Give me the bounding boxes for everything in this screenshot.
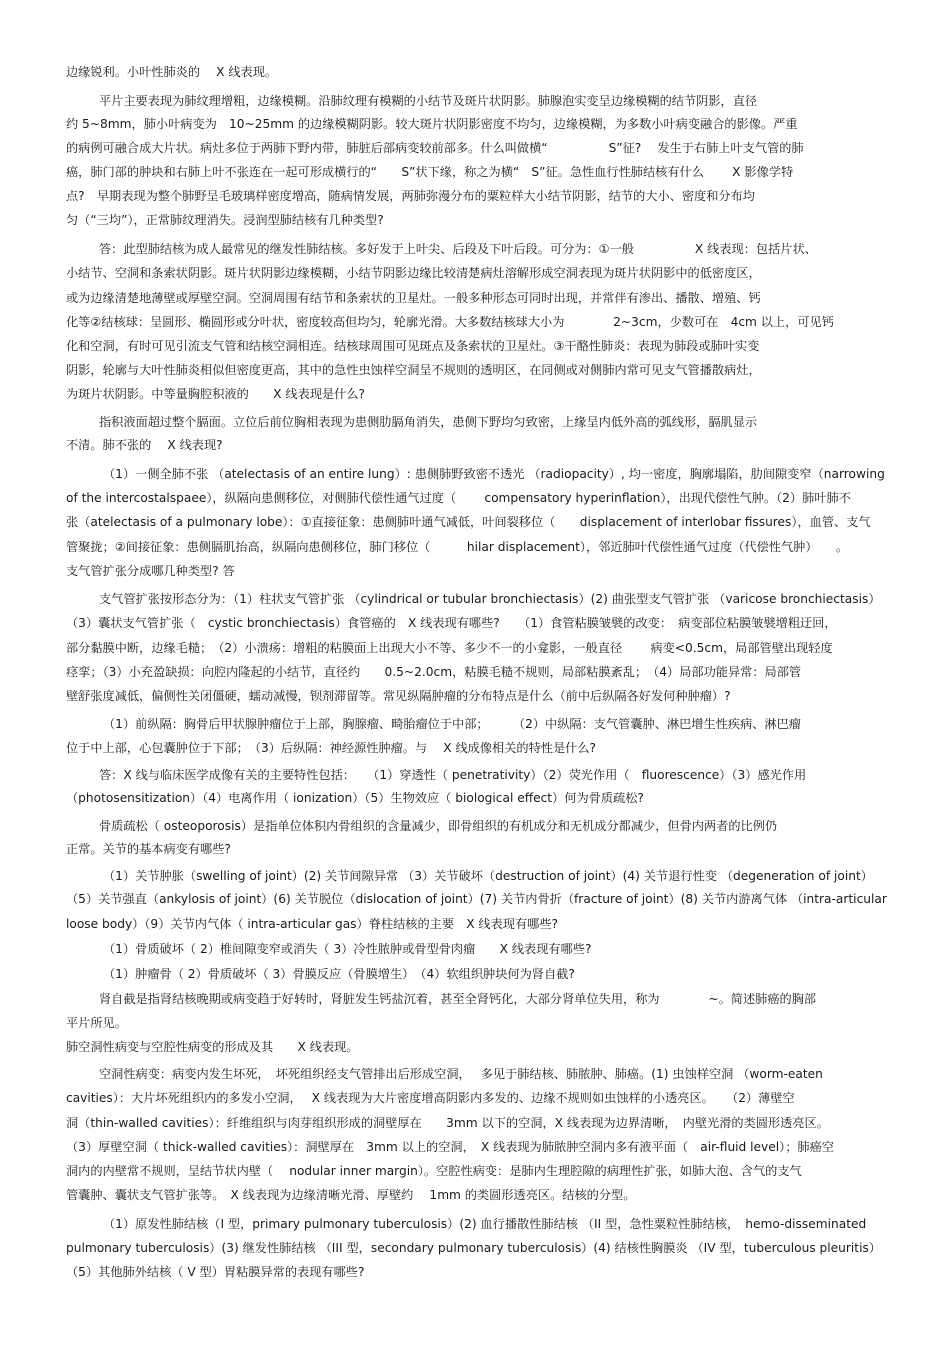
text-line: 洞内的内壁常不规则，呈结节状内壁（ nodular inner margin）。空腔性病变：是肺内生理腔隙的病理性扩张，如肺大泡、含气的支气 [66,1164,802,1178]
text-line: 肺空洞性病变与空腔性病变的形成及其 X 线表现。 [66,1040,359,1054]
text-line: 或为边缘清楚地薄壁或厚壁空洞。空洞周围有结节和条索状的卫星灶。一般多种形态可同时出现，并常伴有渗出、播散、增殖、钙 [66,291,761,305]
text-line: 部分黏膜中断，边缘毛糙； （2）小溃疡：增粗的粘膜面上出现大小不等、多少不一的小龛影，一般直径 病变<0.5cm，局部管壁出现轻度 [66,641,833,655]
text-line: cavities）：大片坏死组织内的多发小空洞， X 线表现为大片密度增高阴影内多发的、边缘不规则如虫蚀样的小透亮区。 （2）薄壁空 [66,1091,795,1105]
text-line: 痉挛；（3）小充盈缺损：向腔内隆起的小结节，直径约 0.5~2.0cm，粘膜毛糙不规则，局部粘膜紊乱； （4）局部功能异常：局部管 [66,665,802,679]
text-line: （photosensitization）（4）电离作用（ ionization）（5）生物效应（ biological effect）何为骨质疏松? [66,791,644,805]
text-line: 空洞性病变：病变内发生坏死， 坏死组织经支气管排出后形成空洞， 多见于肺结核、肺脓肿、肺癌。(1) 虫蚀样空洞 （worm-eaten [99,1067,823,1081]
text-line: 边缘锐利。小叶性肺炎的 X 线表现。 [66,65,278,79]
text-line: （1）原发性肺结核（I 型，primary pulmonary tuberculosis）(2) 血行播散性肺结核 （II 型，急性粟粒性肺结核， hemo-disseminated [103,1217,867,1231]
text-line: 不清。肺不张的 X 线表现? [66,438,223,452]
text-line: pulmonary tuberculosis）(3) 继发性肺结核 （III 型，secondary pulmonary tuberculosis）(4) 结核性胸膜炎 （IV 型，tuberculous pleuritis） [66,1241,882,1255]
text-line: 的病例可融合成大片状。病灶多位于两肺下野内带，肺脏后部病变较前部多。什么叫做横“ S”征? 发生于右肺上叶支气管的肺 [66,141,804,155]
text-line: 平片所见。 [66,1016,127,1030]
text-line: （5）其他肺外结核（ V 型）胃粘膜异常的表现有哪些? [66,1265,365,1279]
text-line: 答：此型肺结核为成人最常见的继发性肺结核。多好发于上叶尖、后段及下叶后段。可分为：①一般 X 线表现：包括片状、 [99,242,817,256]
text-line: 平片主要表现为肺纹理增粗，边缘模糊。沿肺纹理有模糊的小结节及斑片状阴影。肺腺泡实变呈边缘模糊的结节阴影，直径 [99,94,758,108]
text-line: 张（atelectasis of a pulmonary lobe）：①直接征象：患侧肺叶通气减低，叶间裂移位（ displacement of interlobar fissures），血管、支气 [66,515,871,529]
text-line: 约 5~8mm，肺小叶病变为 10~25mm 的边缘模糊阴影。较大斑片状阴影密度不均匀，边缘模糊，为多数小叶病变融合的影像。严重 [66,117,798,131]
text-line: 正常。关节的基本病变有哪些? [66,842,231,856]
text-line: 支气管扩张按形态分为：（1）柱状支气管扩张 （cylindrical or tubular bronchiectasis）(2) 曲张型支气管扩张 （varicose bronchiectasis） [99,592,881,606]
text-line: 洞（thin-walled cavities）：纤维组织与肉芽组织形成的洞壁厚在 3mm 以下的空洞，X 线表现为边界清晰， 内壁光滑的类圆形透亮区。 [66,1116,829,1130]
text-line: 壁舒张度减低，偏侧性关闭僵硬，蠕动减慢，钡剂滞留等。常见纵隔肿瘤的分布特点是什么（前中后纵隔各好发何种肿瘤）? [66,689,731,703]
text-line: 化等②结核球：呈圆形、椭圆形或分叶状，密度较高但均匀，轮廓光滑。大多数结核球大小为 2~3cm，少数可在 4cm 以上，可见钙 [66,315,834,329]
text-line: 癌，肺门部的肿块和右肺上叶不张连在一起可形成横行的“ S”状下缘，称之为横“ S”征。急性血行性肺结核有什么 X 影像学特 [66,165,794,179]
text-line: loose body）（9）关节内气体（ intra-articular gas）脊柱结核的主要 X 线表现有哪些? [66,917,559,931]
text-line: 管囊肿、囊状支气管扩张等。 X 线表现为边缘清晰光滑、厚壁约 1mm 的类圆形透亮区。结核的分型。 [66,1188,636,1202]
text-line: 匀（“三均”），正常肺纹理消失。浸润型肺结核有几种类型? [66,213,384,227]
text-line: 位于中上部，心包囊肿位于下部； （3）后纵隔：神经源性肿瘤。与 X 线成像相关的特性是什么? [66,741,596,755]
text-line: 管聚拢；②间接征象：患侧膈肌抬高，纵隔向患侧移位，肺门移位（ hilar displacement），邻近肺叶代偿性通气过度（代偿性气肿） 。 [66,540,849,554]
text-line: 为斑片状阴影。中等量胸腔积液的 X 线表现是什么? [66,387,366,401]
text-line: 化和空洞，有时可见引流支气管和结核空洞相连。结核球周围可见斑点及条索状的卫星灶。③干酪性肺炎：表现为肺段或肺叶实变 [66,339,760,353]
text-line: 支气管扩张分成哪几种类型? 答 [66,564,235,578]
text-line: （1）骨质破坏（ 2）椎间隙变窄或消失（ 3）冷性脓肿或骨型骨肉瘤 X 线表现有哪些? [103,942,592,956]
text-line: （1）前纵隔：胸骨后甲状腺肿瘤位于上部，胸腺瘤、畸胎瘤位于中部； （2）中纵隔：支气管囊肿、淋巴增生性疾病、淋巴瘤 [103,717,801,731]
text-line: 骨质疏松（ osteoporosis）是指单位体积内骨组织的含量减少，即骨组织的有机成分和无机成分都减少，但骨内两者的比例仍 [99,819,778,833]
text-line: 小结节、空洞和条索状阴影。斑片状阴影边缘模糊，小结节阴影边缘比较清楚病灶溶解形成空洞表现为斑片状阴影中的低密度区， [66,266,761,280]
text-line: 阴影，轮廓与大叶性肺炎相似但密度更高，其中的急性虫蚀样空洞呈不规则的透明区，在同侧或对侧肺内常可见支气管播散病灶， [66,363,761,377]
text-line: （1）肿瘤骨（ 2）骨质破坏（ 3）骨膜反应（骨膜增生） （4）软组织肿块何为肾自截? [103,967,575,981]
text-line: 点? 早期表现为整个肺野呈毛玻璃样密度增高，随病情发展，两肺弥漫分布的粟粒样大小结节阴影，结节的大小、密度和分布均 [66,189,755,203]
text-line: 指积液面超过整个膈面。立位后前位胸相表现为患侧肋膈角消失，患侧下野均匀致密，上缘呈内低外高的弧线形，膈肌显示 [99,415,758,429]
text-line: （1）关节肿胀（swelling of joint）(2) 关节间隙异常 （3）关节破坏（destruction of joint）(4) 关节退行性变 （degeneration of joint） [103,869,873,883]
text-line: （5）关节强直（ankylosis of joint）(6) 关节脱位（dislocation of joint）(7) 关节内骨折（fracture of joint）(8) 关节内游离气体 （intra-articular [66,892,887,906]
text-line: （3）厚壁空洞（ thick-walled cavities）：洞壁厚在 3mm 以上的空洞， X 线表现为肺脓肿空洞内多有液平面（ air-fluid level）；肺癌空 [66,1140,834,1154]
text-line: （3）囊状支气管扩张（ cystic bronchiectasis）食管癌的 X 线表现有哪些? （1）食管粘膜皱襞的改变： 病变部位粘膜皱襞增粗迂回， [66,616,837,630]
text-line: of the intercostalspaee），纵隔向患侧移位，对侧肺代偿性通气过度（ compensatory hyperinflation），出现代偿性气肿。（2）肺叶肺不 [66,491,851,505]
text-line: 答：X 线与临床医学成像有关的主要特性包括： （1）穿透性（ penetrativity）（2）荧光作用（ fluorescence）（3）感光作用 [99,768,807,782]
text-line: （1）一侧全肺不张 （atelectasis of an entire lung）: 患侧肺野致密不透光 （radiopacity）, 均一密度，胸廓塌陷，肋间隙变窄（narrowing [103,467,885,481]
text-line: 肾自截是指肾结核晚期或病变趋于好转时，肾脏发生钙盐沉着，甚至全肾钙化，大部分肾单位失用，称为 ~。简述肺癌的胸部 [99,992,817,1006]
